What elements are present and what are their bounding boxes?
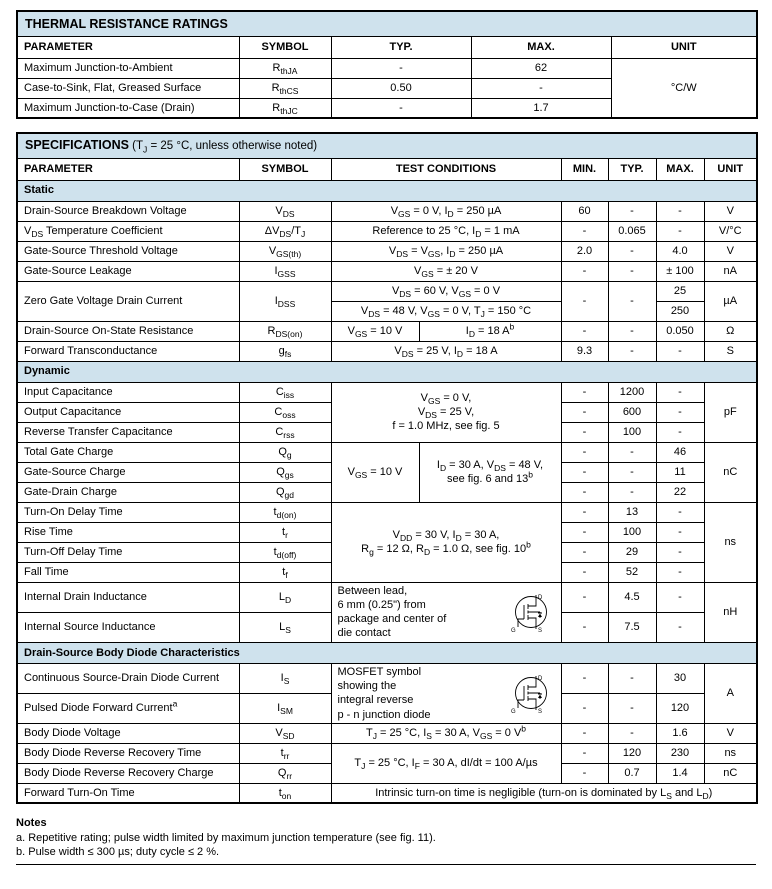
min-cell: 2.0 xyxy=(561,241,608,261)
typ-cell: 120 xyxy=(608,743,656,763)
mosfet-symbol-icon xyxy=(509,591,555,633)
symbol-cell: $C_{iss}$ xyxy=(239,382,331,402)
max-cell: 11 xyxy=(656,462,704,482)
col-header-symbol: SYMBOL xyxy=(239,36,331,58)
max-cell: 4.0 xyxy=(656,241,704,261)
max-cell: 25 xyxy=(656,281,704,301)
max-cell: 250 xyxy=(656,301,704,321)
parameter-cell: Turn-Off Delay Time xyxy=(17,542,239,562)
unit-cell: ns xyxy=(704,502,757,582)
typ-cell: - xyxy=(608,281,656,321)
parameter-cell: Continuous Source-Drain Diode Current xyxy=(17,663,239,693)
condition-cell: $I_D = 18$ $A^b$ xyxy=(419,321,561,341)
min-cell: - xyxy=(561,422,608,442)
max-cell: 62 xyxy=(471,58,611,78)
min-cell: 60 xyxy=(561,201,608,221)
condition-cell: $V_{GS} = 0$ V, $V_{DS} = 25$ V, f = 1.0 MHz, see fig. 5 xyxy=(331,382,561,442)
symbol-cell: $t_{rr}$ xyxy=(239,743,331,763)
unit-cell: nA xyxy=(704,261,757,281)
min-cell: - xyxy=(561,743,608,763)
table-row xyxy=(17,743,757,763)
min-cell: - xyxy=(561,582,608,612)
note-item-a: a. Repetitive rating; pulse width limited by maximum junction temperature (see fig. 11). xyxy=(16,832,436,845)
symbol-cell: $g_{fs}$ xyxy=(239,341,331,361)
typ-cell: 100 xyxy=(608,522,656,542)
condition-cell xyxy=(331,582,561,642)
condition-cell: $V_{GS} = 10$ V xyxy=(331,442,419,502)
max-cell: 46 xyxy=(656,442,704,462)
notes-title: Notes xyxy=(16,817,47,830)
max-cell: 120 xyxy=(656,693,704,723)
col-header-parameter: PARAMETER xyxy=(17,36,239,58)
table-row xyxy=(17,241,757,261)
parameter-cell: Forward Transconductance xyxy=(17,341,239,361)
typ-cell: 100 xyxy=(608,422,656,442)
max-cell: - xyxy=(656,582,704,612)
max-cell: - xyxy=(656,562,704,582)
symbol-cell: $V_{DS}$ xyxy=(239,201,331,221)
table-row xyxy=(17,502,757,522)
max-cell: 230 xyxy=(656,743,704,763)
parameter-cell: Turn-On Delay Time xyxy=(17,502,239,522)
col-header-test-conditions: TEST CONDITIONS xyxy=(331,158,561,180)
parameter-cell: Body Diode Reverse Recovery Charge xyxy=(17,763,239,783)
min-cell: 9.3 xyxy=(561,341,608,361)
col-header-symbol: SYMBOL xyxy=(239,158,331,180)
max-cell: - xyxy=(471,78,611,98)
typ-cell: 600 xyxy=(608,402,656,422)
table-row xyxy=(17,321,757,341)
min-cell: - xyxy=(561,221,608,241)
parameter-cell: Gate-Source Charge xyxy=(17,462,239,482)
condition-cell: Intrinsic turn-on time is negligible (turn-on is dominated by $L_S$ and $L_D$) xyxy=(331,783,757,803)
col-header-typ: TYP. xyxy=(608,158,656,180)
specs-header-row xyxy=(17,158,757,180)
unit-cell: nH xyxy=(704,582,757,642)
unit-cell: µA xyxy=(704,281,757,321)
parameter-cell: Body Diode Voltage xyxy=(17,723,239,743)
min-cell: - xyxy=(561,402,608,422)
thermal-header-row xyxy=(17,36,757,58)
typ-cell: - xyxy=(608,241,656,261)
parameter-cell: Maximum Junction-to-Ambient xyxy=(17,58,239,78)
col-header-max: MAX. xyxy=(656,158,704,180)
parameter-cell: Input Capacitance xyxy=(17,382,239,402)
symbol-cell: $Q_{gd}$ xyxy=(239,482,331,502)
min-cell: - xyxy=(561,723,608,743)
min-cell: - xyxy=(561,281,608,321)
max-cell: - xyxy=(656,382,704,402)
typ-cell: - xyxy=(608,482,656,502)
col-header-unit: UNIT xyxy=(704,158,757,180)
svg-text:G: G xyxy=(510,709,516,715)
parameter-cell: Gate-Source Leakage xyxy=(17,261,239,281)
parameter-cell: Internal Drain Inductance xyxy=(17,582,239,612)
parameter-cell: Internal Source Inductance xyxy=(17,612,239,642)
min-cell: - xyxy=(561,482,608,502)
table-row xyxy=(17,221,757,241)
symbol-cell: $I_S$ xyxy=(239,663,331,693)
typ-cell: - xyxy=(608,442,656,462)
unit-cell: nC xyxy=(704,442,757,502)
specs-table-title xyxy=(17,133,757,158)
condition-text: Between lead, 6 mm (0.25") from package and center of die contact xyxy=(337,584,447,640)
unit-cell: V xyxy=(704,723,757,743)
symbol-cell: $t_f$ xyxy=(239,562,331,582)
table-row xyxy=(17,201,757,221)
specs-title-bold: SPECIFICATIONS xyxy=(25,138,129,153)
symbol-cell: $Q_{gs}$ xyxy=(239,462,331,482)
parameter-cell: Fall Time xyxy=(17,562,239,582)
condition-cell: $V_{GS} = 0$ V, $I_D = 250$ µA xyxy=(331,201,561,221)
typ-cell: - xyxy=(608,321,656,341)
min-cell: - xyxy=(561,522,608,542)
max-cell: - xyxy=(656,502,704,522)
table-row xyxy=(17,341,757,361)
typ-cell: - xyxy=(608,723,656,743)
table-row xyxy=(17,783,757,803)
condition-cell: Reference to 25 °C, $I_D = 1$ mA xyxy=(331,221,561,241)
unit-cell: pF xyxy=(704,382,757,442)
symbol-cell: $L_D$ xyxy=(239,582,331,612)
svg-text:S: S xyxy=(537,709,542,715)
table-row xyxy=(17,442,757,462)
specifications-table xyxy=(16,132,758,804)
col-header-min: MIN. xyxy=(561,158,608,180)
condition-cell: $V_{GS} = 10$ V xyxy=(331,321,419,341)
section-row-diode xyxy=(17,642,757,663)
symbol-cell: $L_S$ xyxy=(239,612,331,642)
condition-cell: $V_{DS} = 25$ V, $I_D = 18$ A xyxy=(331,341,561,361)
min-cell: - xyxy=(561,321,608,341)
max-cell: - xyxy=(656,221,704,241)
col-header-max: MAX. xyxy=(471,36,611,58)
table-row xyxy=(17,723,757,743)
unit-cell: V xyxy=(704,241,757,261)
typ-cell: - xyxy=(608,341,656,361)
symbol-cell: $t_r$ xyxy=(239,522,331,542)
parameter-cell: Pulsed Diode Forward Current$^a$ xyxy=(17,693,239,723)
min-cell: - xyxy=(561,442,608,462)
typ-cell: 0.065 xyxy=(608,221,656,241)
parameter-cell: Case-to-Sink, Flat, Greased Surface xyxy=(17,78,239,98)
condition-cell xyxy=(331,663,561,723)
section-header-diode: Drain-Source Body Diode Characteristics xyxy=(17,642,757,663)
unit-cell: S xyxy=(704,341,757,361)
unit-cell: ns xyxy=(704,743,757,763)
max-cell: 1.6 xyxy=(656,723,704,743)
symbol-cell: $R_{DS(on)}$ xyxy=(239,321,331,341)
condition-text: MOSFET symbol showing the integral reverse p - n junction diode xyxy=(337,665,431,721)
svg-text:D: D xyxy=(537,595,542,602)
specs-title-row xyxy=(17,133,757,158)
symbol-cell: $I_{DSS}$ xyxy=(239,281,331,321)
condition-cell: $V_{DD} = 30$ V, $I_D = 30$ A, $R_g = 12$ Ω, $R_D = 1.0$ Ω, see fig. 10$^b$ xyxy=(331,502,561,582)
symbol-cell: $R_{thJA}$ xyxy=(239,58,331,78)
thermal-table-title: THERMAL RESISTANCE RATINGS xyxy=(17,11,757,36)
section-header-dynamic: Dynamic xyxy=(17,361,757,382)
unit-cell: °C/W xyxy=(611,58,757,118)
symbol-cell: $t_{d(off)}$ xyxy=(239,542,331,562)
max-cell: - xyxy=(656,522,704,542)
min-cell: - xyxy=(561,382,608,402)
typ-cell: - xyxy=(608,693,656,723)
min-cell: - xyxy=(561,612,608,642)
parameter-cell: $V_{DS}$ Temperature Coefficient xyxy=(17,221,239,241)
svg-text:D: D xyxy=(537,676,542,683)
typ-cell: - xyxy=(608,462,656,482)
max-cell: 1.4 xyxy=(656,763,704,783)
table-row xyxy=(17,663,757,693)
max-cell: - xyxy=(656,422,704,442)
symbol-cell: $Q_g$ xyxy=(239,442,331,462)
symbol-cell: $t_{d(on)}$ xyxy=(239,502,331,522)
symbol-cell: $I_{GSS}$ xyxy=(239,261,331,281)
bottom-rule xyxy=(16,864,756,865)
condition-cell: $V_{GS}$ = ± 20 V xyxy=(331,261,561,281)
parameter-cell: Drain-Source On-State Resistance xyxy=(17,321,239,341)
condition-cell: $V_{DS} = 48$ V, $V_{GS} = 0$ V, $T_J = 150$ °C xyxy=(331,301,561,321)
max-cell: 1.7 xyxy=(471,98,611,118)
max-cell: - xyxy=(656,612,704,642)
parameter-cell: Body Diode Reverse Recovery Time xyxy=(17,743,239,763)
max-cell: 22 xyxy=(656,482,704,502)
min-cell: - xyxy=(561,261,608,281)
specs-title-conditions: ($T_J = 25$ °C, unless otherwise noted) xyxy=(128,140,318,155)
thermal-resistance-table xyxy=(16,10,758,119)
min-cell: - xyxy=(561,693,608,723)
parameter-cell: Total Gate Charge xyxy=(17,442,239,462)
min-cell: - xyxy=(561,542,608,562)
min-cell: - xyxy=(561,502,608,522)
max-cell: - xyxy=(656,542,704,562)
symbol-cell: $\Delta V_{DS}/T_J$ xyxy=(239,221,331,241)
symbol-cell: $V_{GS(th)}$ xyxy=(239,241,331,261)
typ-cell: 29 xyxy=(608,542,656,562)
symbol-cell: $R_{thJC}$ xyxy=(239,98,331,118)
condition-cell: $T_J = 25$ °C, $I_S = 30$ A, $V_{GS} = 0$ $V^b$ xyxy=(331,723,561,743)
max-cell: - xyxy=(656,201,704,221)
typ-cell: 7.5 xyxy=(608,612,656,642)
section-row-static xyxy=(17,180,757,201)
table-row xyxy=(17,261,757,281)
mosfet-symbol-icon xyxy=(509,672,555,714)
max-cell: 30 xyxy=(656,663,704,693)
condition-cell: $V_{DS} = V_{GS}$, $I_D = 250$ µA xyxy=(331,241,561,261)
symbol-cell: $Q_{rr}$ xyxy=(239,763,331,783)
condition-cell: $I_D = 30$ A, $V_{DS} = 48$ V, see fig. 6 and 13$^b$ xyxy=(419,442,561,502)
max-cell: 0.050 xyxy=(656,321,704,341)
parameter-cell: Drain-Source Breakdown Voltage xyxy=(17,201,239,221)
typ-cell: 1200 xyxy=(608,382,656,402)
parameter-cell: Maximum Junction-to-Case (Drain) xyxy=(17,98,239,118)
note-item-b: b. Pulse width ≤ 300 µs; duty cycle ≤ 2 %. xyxy=(16,846,220,859)
unit-cell: A xyxy=(704,663,757,723)
section-header-static: Static xyxy=(17,180,757,201)
symbol-cell: $I_{SM}$ xyxy=(239,693,331,723)
min-cell: - xyxy=(561,462,608,482)
typ-cell: 0.50 xyxy=(331,78,471,98)
parameter-cell: Rise Time xyxy=(17,522,239,542)
condition-cell: $V_{DS} = 60$ V, $V_{GS} = 0$ V xyxy=(331,281,561,301)
unit-cell: V/°C xyxy=(704,221,757,241)
svg-text:S: S xyxy=(537,628,542,634)
max-cell: ± 100 xyxy=(656,261,704,281)
max-cell: - xyxy=(656,341,704,361)
col-header-unit: UNIT xyxy=(611,36,757,58)
typ-cell: - xyxy=(608,663,656,693)
parameter-cell: Zero Gate Voltage Drain Current xyxy=(17,281,239,321)
typ-cell: 52 xyxy=(608,562,656,582)
svg-text:G: G xyxy=(510,628,516,634)
col-header-parameter: PARAMETER xyxy=(17,158,239,180)
typ-cell: - xyxy=(331,58,471,78)
symbol-cell: $C_{oss}$ xyxy=(239,402,331,422)
symbol-cell: $V_{SD}$ xyxy=(239,723,331,743)
symbol-cell: $R_{thCS}$ xyxy=(239,78,331,98)
table-row xyxy=(17,281,757,301)
parameter-cell: Gate-Source Threshold Voltage xyxy=(17,241,239,261)
min-cell: - xyxy=(561,763,608,783)
min-cell: - xyxy=(561,663,608,693)
typ-cell: 13 xyxy=(608,502,656,522)
max-cell: - xyxy=(656,402,704,422)
typ-cell: 4.5 xyxy=(608,582,656,612)
unit-cell: nC xyxy=(704,763,757,783)
unit-cell: Ω xyxy=(704,321,757,341)
typ-cell: - xyxy=(608,201,656,221)
typ-cell: 0.7 xyxy=(608,763,656,783)
typ-cell: - xyxy=(331,98,471,118)
table-row xyxy=(17,382,757,402)
symbol-cell: $C_{rss}$ xyxy=(239,422,331,442)
notes-section xyxy=(16,817,756,865)
parameter-cell: Forward Turn-On Time xyxy=(17,783,239,803)
condition-cell: $T_J = 25$ °C, $I_F = 30$ A, dI/dt = 100 A/µs xyxy=(331,743,561,783)
parameter-cell: Gate-Drain Charge xyxy=(17,482,239,502)
unit-cell: V xyxy=(704,201,757,221)
symbol-cell: $t_{on}$ xyxy=(239,783,331,803)
section-row-dynamic xyxy=(17,361,757,382)
col-header-typ: TYP. xyxy=(331,36,471,58)
typ-cell: - xyxy=(608,261,656,281)
table-row xyxy=(17,582,757,612)
parameter-cell: Output Capacitance xyxy=(17,402,239,422)
thermal-title-row xyxy=(17,11,757,36)
min-cell: - xyxy=(561,562,608,582)
table-row xyxy=(17,58,757,78)
parameter-cell: Reverse Transfer Capacitance xyxy=(17,422,239,442)
